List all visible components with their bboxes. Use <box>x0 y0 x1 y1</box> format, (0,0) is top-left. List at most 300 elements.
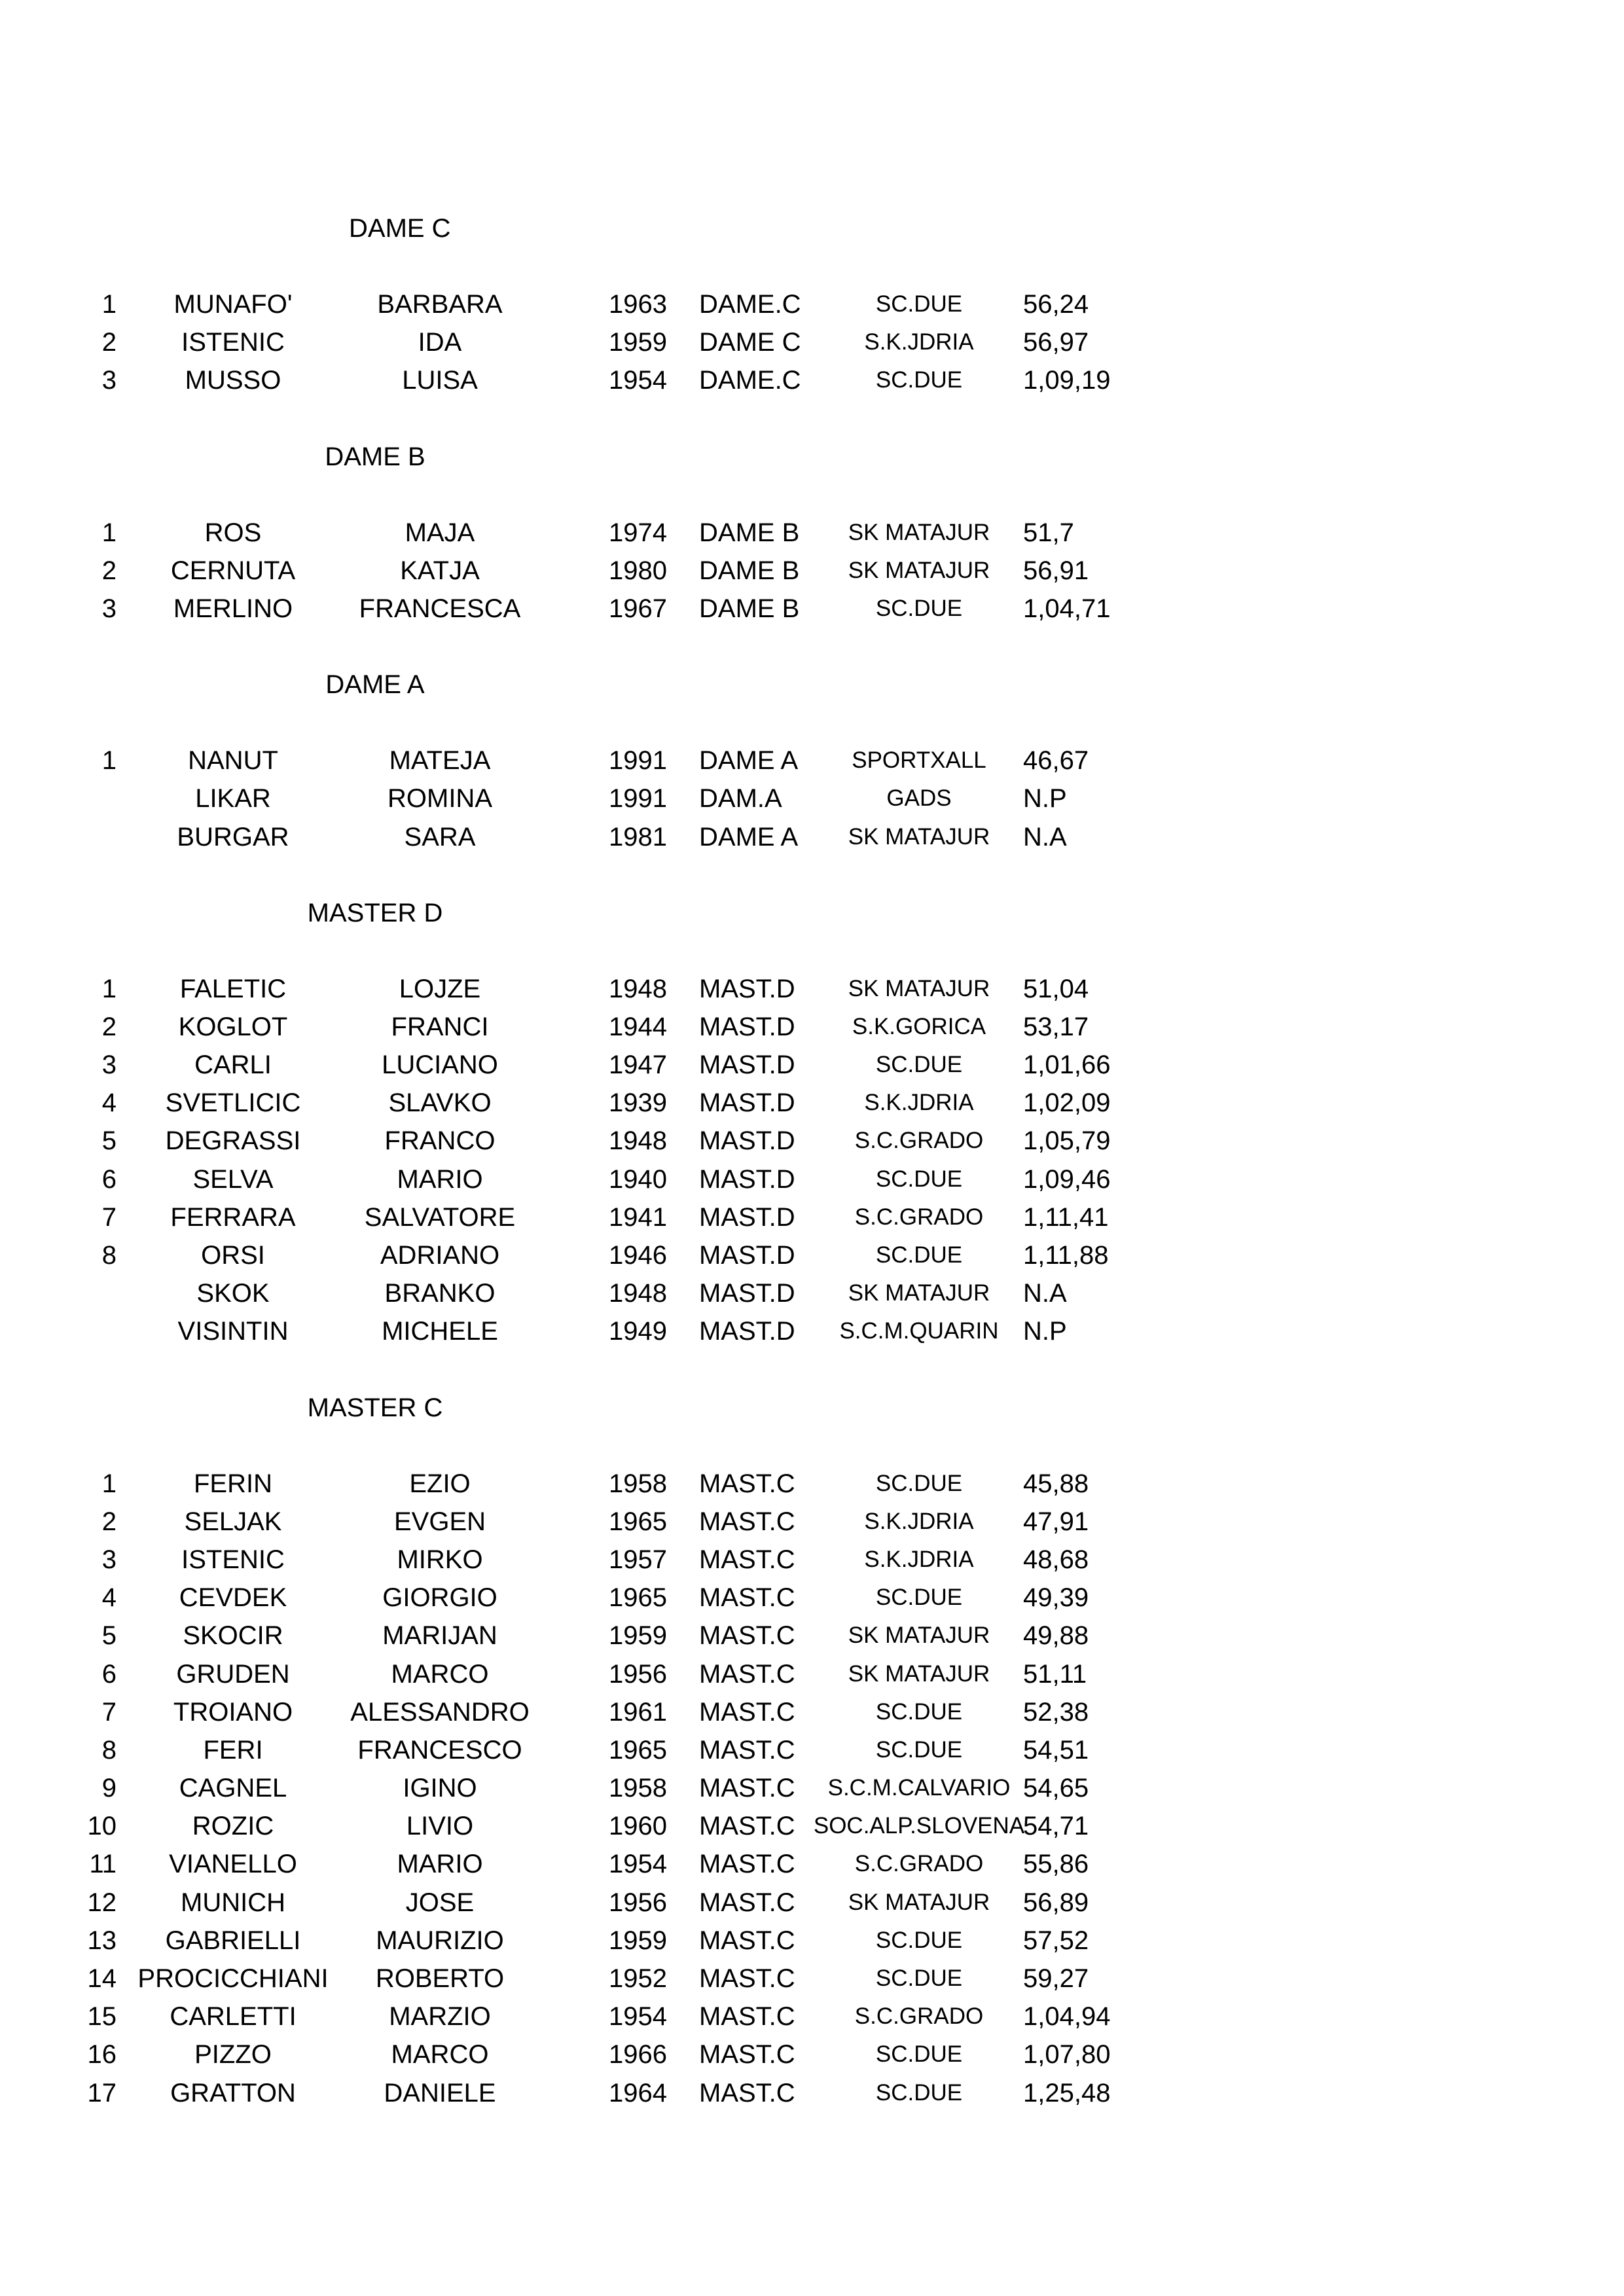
first-name-cell: MAJA <box>405 518 475 547</box>
section-spacer <box>0 476 1624 514</box>
club-cell: SC.DUE <box>875 291 963 317</box>
club-cell: S.C.GRADO <box>854 1851 984 1877</box>
time-cell: N.P <box>1023 1317 1067 1346</box>
surname-cell: FERRARA <box>170 1202 296 1232</box>
time-cell: 51,04 <box>1023 974 1089 1003</box>
time-cell: 54,51 <box>1023 1735 1089 1765</box>
club-cell: S.C.M.QUARIN <box>839 1318 999 1344</box>
first-name-cell: EVGEN <box>393 1507 486 1536</box>
category-cell: MAST.D <box>699 1012 795 1041</box>
first-name-cell: MARCO <box>391 1659 489 1689</box>
surname-cell: MUSSO <box>185 366 281 395</box>
position-cell: 5 <box>101 1126 117 1156</box>
birth-year-cell: 1952 <box>609 1964 667 1993</box>
club-cell: SK MATAJUR <box>848 823 990 850</box>
birth-year-cell: 1954 <box>609 366 667 395</box>
first-name-cell: SLAVKO <box>388 1088 492 1118</box>
category-cell: MAST.C <box>699 1812 795 1841</box>
first-name-cell: FRANCESCA <box>359 594 521 623</box>
surname-cell: MUNAFO' <box>173 290 293 319</box>
surname-cell: SKOCIR <box>183 1621 283 1651</box>
category-cell: MAST.D <box>699 1317 795 1346</box>
position-cell: 11 <box>89 1850 117 1879</box>
table-row <box>0 1922 1624 1960</box>
category-section <box>0 1389 1624 2112</box>
time-cell: 57,52 <box>1023 1926 1089 1955</box>
time-cell: 1,07,80 <box>1023 2040 1111 2070</box>
category-section <box>0 666 1624 894</box>
surname-cell: NANUT <box>188 746 278 776</box>
birth-year-cell: 1956 <box>609 1888 667 1917</box>
table-row <box>0 1274 1624 1312</box>
surname-cell: FERI <box>203 1735 263 1765</box>
time-cell: 1,25,48 <box>1023 2078 1111 2108</box>
section-spacer <box>0 1427 1624 1465</box>
surname-cell: SKOK <box>196 1279 270 1308</box>
section-spacer <box>0 247 1624 285</box>
surname-cell: VISINTIN <box>177 1317 289 1346</box>
birth-year-cell: 1954 <box>609 1850 667 1879</box>
birth-year-cell: 1956 <box>609 1659 667 1689</box>
club-cell: SC.DUE <box>875 1052 963 1078</box>
club-cell: SC.DUE <box>875 367 963 393</box>
category-cell: DAME C <box>699 328 801 357</box>
time-cell: 55,86 <box>1023 1850 1089 1879</box>
position-cell: 16 <box>87 2040 117 2070</box>
club-cell: SK MATAJUR <box>848 557 990 583</box>
table-row <box>0 780 1624 817</box>
time-cell: 1,04,71 <box>1023 594 1111 623</box>
first-name-cell: DANIELE <box>384 2078 496 2108</box>
surname-cell: ROZIC <box>192 1812 274 1841</box>
position-cell: 14 <box>87 1964 117 1993</box>
birth-year-cell: 1974 <box>609 518 667 547</box>
club-cell: SK MATAJUR <box>848 1660 990 1687</box>
surname-cell: KOGLOT <box>178 1012 288 1041</box>
position-cell: 1 <box>101 518 117 547</box>
birth-year-cell: 1981 <box>609 822 667 852</box>
time-cell: 54,65 <box>1023 1774 1089 1803</box>
club-cell: S.K.GORICA <box>852 1013 986 1039</box>
surname-cell: CERNUTA <box>170 556 296 585</box>
surname-cell: SELJAK <box>184 1507 282 1536</box>
table-row <box>0 1160 1624 1198</box>
time-cell: 1,05,79 <box>1023 1126 1111 1156</box>
time-cell: 53,17 <box>1023 1012 1089 1041</box>
table-row <box>0 1655 1624 1693</box>
surname-cell: GRATTON <box>170 2078 296 2108</box>
time-cell: 54,71 <box>1023 1812 1089 1841</box>
section-gap <box>0 628 1624 666</box>
birth-year-cell: 1949 <box>609 1317 667 1346</box>
table-row <box>0 323 1624 361</box>
section-gap <box>0 856 1624 894</box>
birth-year-cell: 1960 <box>609 1812 667 1841</box>
position-cell: 1 <box>101 974 117 1003</box>
surname-cell: FERIN <box>194 1469 272 1498</box>
birth-year-cell: 1948 <box>609 1126 667 1156</box>
table-row <box>0 552 1624 590</box>
section-title-text: MASTER D <box>307 898 443 927</box>
club-cell: S.K.JDRIA <box>864 1090 974 1116</box>
position-cell: 8 <box>101 1241 117 1270</box>
table-row <box>0 1731 1624 1769</box>
category-cell: MAST.D <box>699 1164 795 1194</box>
time-cell: 45,88 <box>1023 1469 1089 1498</box>
table-row <box>0 1008 1624 1046</box>
club-cell: GADS <box>886 785 952 812</box>
category-cell: MAST.D <box>699 1126 795 1156</box>
first-name-cell: MARIJAN <box>382 1621 497 1651</box>
club-cell: S.C.GRADO <box>854 2003 984 2030</box>
surname-cell: SVETLICIC <box>165 1088 301 1118</box>
surname-cell: MERLINO <box>173 594 293 623</box>
section-title-text: DAME B <box>325 442 425 471</box>
club-cell: SK MATAJUR <box>848 519 990 545</box>
birth-year-cell: 1944 <box>609 1012 667 1041</box>
position-cell: 2 <box>101 328 117 357</box>
category-cell: MAST.D <box>699 1241 795 1270</box>
club-cell: S.C.GRADO <box>854 1204 984 1230</box>
category-cell: MAST.D <box>699 1202 795 1232</box>
section-title-text: DAME C <box>349 214 451 243</box>
category-cell: DAME A <box>699 822 799 852</box>
category-cell: MAST.C <box>699 2040 795 2070</box>
category-section <box>0 209 1624 438</box>
club-cell: SC.DUE <box>875 1242 963 1268</box>
position-cell: 5 <box>101 1621 117 1651</box>
position-cell: 10 <box>87 1812 117 1841</box>
club-cell: SC.DUE <box>875 1698 963 1725</box>
category-cell: MAST.C <box>699 1507 795 1536</box>
table-row <box>0 1845 1624 1883</box>
first-name-cell: ROBERTO <box>375 1964 505 1993</box>
category-cell: MAST.C <box>699 1469 795 1498</box>
position-cell: 1 <box>101 746 117 776</box>
position-cell: 6 <box>101 1164 117 1194</box>
surname-cell: ISTENIC <box>181 1545 285 1574</box>
first-name-cell: LIVIO <box>406 1812 474 1841</box>
birth-year-cell: 1946 <box>609 1241 667 1270</box>
club-cell: SC.DUE <box>875 1470 963 1496</box>
time-cell: N.P <box>1023 784 1067 814</box>
time-cell: 49,39 <box>1023 1583 1089 1613</box>
position-cell: 9 <box>101 1774 117 1803</box>
surname-cell: ORSI <box>201 1241 265 1270</box>
first-name-cell: MICHELE <box>382 1317 498 1346</box>
first-name-cell: FRANCI <box>391 1012 489 1041</box>
birth-year-cell: 1941 <box>609 1202 667 1232</box>
position-cell: 7 <box>101 1202 117 1232</box>
time-cell: 56,89 <box>1023 1888 1089 1917</box>
time-cell: 56,91 <box>1023 556 1089 585</box>
table-row <box>0 1807 1624 1845</box>
category-cell: DAME A <box>699 746 799 776</box>
club-cell: S.K.JDRIA <box>864 329 974 355</box>
time-cell: 1,09,46 <box>1023 1164 1111 1194</box>
category-cell: MAST.C <box>699 1888 795 1917</box>
birth-year-cell: 1980 <box>609 556 667 585</box>
birth-year-cell: 1959 <box>609 1621 667 1651</box>
time-cell: 59,27 <box>1023 1964 1089 1993</box>
surname-cell: DEGRASSI <box>165 1126 301 1156</box>
time-cell: 56,24 <box>1023 290 1089 319</box>
first-name-cell: MATEJA <box>389 746 491 776</box>
first-name-cell: LOJZE <box>399 974 481 1003</box>
surname-cell: MUNICH <box>181 1888 285 1917</box>
section-gap <box>0 400 1624 438</box>
birth-year-cell: 1947 <box>609 1050 667 1080</box>
birth-year-cell: 1958 <box>609 1469 667 1498</box>
birth-year-cell: 1991 <box>609 746 667 776</box>
results-sheet <box>0 209 1624 2112</box>
table-row <box>0 514 1624 552</box>
table-row <box>0 1084 1624 1122</box>
category-cell: MAST.C <box>699 2002 795 2032</box>
table-row <box>0 1617 1624 1655</box>
table-row <box>0 1541 1624 1579</box>
time-cell: 49,88 <box>1023 1621 1089 1651</box>
surname-cell: CEVDEK <box>179 1583 287 1613</box>
table-row <box>0 742 1624 780</box>
first-name-cell: ADRIANO <box>380 1241 500 1270</box>
club-cell: S.K.JDRIA <box>864 1508 974 1534</box>
first-name-cell: JOSE <box>405 1888 475 1917</box>
surname-cell: ROS <box>204 518 262 547</box>
first-name-cell: LUISA <box>402 366 478 395</box>
first-name-cell: LUCIANO <box>382 1050 498 1080</box>
surname-cell: CARLETTI <box>170 2002 297 2032</box>
birth-year-cell: 1959 <box>609 328 667 357</box>
first-name-cell: FRANCO <box>384 1126 496 1156</box>
time-cell: 1,02,09 <box>1023 1088 1111 1118</box>
position-cell: 12 <box>87 1888 117 1917</box>
table-row <box>0 361 1624 399</box>
surname-cell: SELVA <box>192 1164 274 1194</box>
table-row <box>0 285 1624 323</box>
first-name-cell: IGINO <box>403 1774 477 1803</box>
category-cell: DAM.A <box>699 784 782 814</box>
category-section <box>0 438 1624 666</box>
table-row <box>0 1998 1624 2036</box>
position-cell: 1 <box>101 290 117 319</box>
position-cell: 3 <box>101 594 117 623</box>
category-cell: MAST.C <box>699 1697 795 1727</box>
time-cell: 1,11,41 <box>1023 1202 1109 1232</box>
position-cell: 4 <box>101 1088 117 1118</box>
birth-year-cell: 1991 <box>609 784 667 814</box>
table-row <box>0 1198 1624 1236</box>
category-cell: DAME.C <box>699 366 801 395</box>
club-cell: SK MATAJUR <box>848 1889 990 1915</box>
birth-year-cell: 1964 <box>609 2078 667 2108</box>
category-cell: MAST.D <box>699 974 795 1003</box>
position-cell: 7 <box>101 1697 117 1727</box>
position-cell: 3 <box>101 1545 117 1574</box>
birth-year-cell: 1963 <box>609 290 667 319</box>
category-cell: DAME B <box>699 594 800 623</box>
table-row <box>0 1236 1624 1274</box>
category-section <box>0 894 1624 1389</box>
position-cell: 3 <box>101 1050 117 1080</box>
position-cell: 15 <box>87 2002 117 2032</box>
time-cell: 51,11 <box>1023 1659 1087 1689</box>
first-name-cell: ALESSANDRO <box>350 1697 530 1727</box>
surname-cell: BURGAR <box>177 822 289 852</box>
club-cell: S.K.JDRIA <box>864 1546 974 1572</box>
section-gap <box>0 1351 1624 1389</box>
category-cell: MAST.C <box>699 1964 795 1993</box>
time-cell: 1,04,94 <box>1023 2002 1111 2032</box>
birth-year-cell: 1948 <box>609 1279 667 1308</box>
category-cell: MAST.C <box>699 1659 795 1689</box>
club-cell: SC.DUE <box>875 595 963 621</box>
table-row <box>0 818 1624 856</box>
time-cell: 48,68 <box>1023 1545 1089 1574</box>
first-name-cell: GIORGIO <box>382 1583 497 1613</box>
table-row <box>0 2036 1624 2073</box>
club-cell: SC.DUE <box>875 1965 963 1991</box>
birth-year-cell: 1939 <box>609 1088 667 1118</box>
club-cell: SC.DUE <box>875 2041 963 2068</box>
time-cell: 46,67 <box>1023 746 1089 776</box>
position-cell: 3 <box>101 366 117 395</box>
category-cell: MAST.C <box>699 1545 795 1574</box>
section-title <box>0 209 1624 247</box>
first-name-cell: MARZIO <box>389 2002 491 2032</box>
table-row <box>0 2074 1624 2112</box>
birth-year-cell: 1957 <box>609 1545 667 1574</box>
section-spacer <box>0 932 1624 970</box>
table-row <box>0 1693 1624 1731</box>
category-cell: MAST.C <box>699 1774 795 1803</box>
first-name-cell: KATJA <box>400 556 480 585</box>
birth-year-cell: 1959 <box>609 1926 667 1955</box>
table-row <box>0 1769 1624 1807</box>
position-cell: 8 <box>101 1735 117 1765</box>
club-cell: SC.DUE <box>875 1736 963 1763</box>
surname-cell: CARLI <box>194 1050 272 1080</box>
birth-year-cell: 1965 <box>609 1583 667 1613</box>
category-cell: MAST.D <box>699 1050 795 1080</box>
birth-year-cell: 1954 <box>609 2002 667 2032</box>
time-cell: 1,01,66 <box>1023 1050 1111 1080</box>
time-cell: 1,11,88 <box>1023 1241 1109 1270</box>
first-name-cell: IDA <box>418 328 462 357</box>
category-cell: DAME B <box>699 556 800 585</box>
category-cell: MAST.D <box>699 1279 795 1308</box>
club-cell: S.C.GRADO <box>854 1128 984 1154</box>
section-title-text: MASTER C <box>307 1393 443 1422</box>
category-cell: MAST.C <box>699 1621 795 1651</box>
birth-year-cell: 1958 <box>609 1774 667 1803</box>
club-cell: S.C.M.CALVARIO <box>827 1775 1011 1801</box>
first-name-cell: MARIO <box>397 1164 483 1194</box>
first-name-cell: BRANKO <box>384 1279 496 1308</box>
surname-cell: ISTENIC <box>181 328 285 357</box>
first-name-cell: MARIO <box>397 1850 483 1879</box>
position-cell: 6 <box>101 1659 117 1689</box>
position-cell: 2 <box>101 1012 117 1041</box>
table-row <box>0 1046 1624 1084</box>
club-cell: SOC.ALP.SLOVENA <box>813 1813 1025 1839</box>
position-cell: 17 <box>87 2078 117 2108</box>
surname-cell: LIKAR <box>195 784 271 814</box>
surname-cell: TROIANO <box>173 1697 293 1727</box>
time-cell: 51,7 <box>1023 518 1074 547</box>
table-row <box>0 970 1624 1008</box>
first-name-cell: MAURIZIO <box>376 1926 504 1955</box>
surname-cell: GABRIELLI <box>165 1926 301 1955</box>
club-cell: SC.DUE <box>875 2079 963 2106</box>
club-cell: SK MATAJUR <box>848 1623 990 1649</box>
club-cell: SC.DUE <box>875 1585 963 1611</box>
first-name-cell: SARA <box>404 822 476 852</box>
time-cell: 47,91 <box>1023 1507 1089 1536</box>
category-cell: MAST.C <box>699 1850 795 1879</box>
club-cell: SC.DUE <box>875 1927 963 1953</box>
time-cell: N.A <box>1023 1279 1067 1308</box>
club-cell: SK MATAJUR <box>848 975 990 1001</box>
table-row <box>0 1122 1624 1160</box>
category-cell: MAST.D <box>699 1088 795 1118</box>
surname-cell: GRUDEN <box>176 1659 290 1689</box>
birth-year-cell: 1966 <box>609 2040 667 2070</box>
category-cell: MAST.C <box>699 1735 795 1765</box>
time-cell: 1,09,19 <box>1023 366 1111 395</box>
table-row <box>0 1465 1624 1503</box>
first-name-cell: FRANCESCO <box>357 1735 522 1765</box>
category-cell: MAST.C <box>699 1583 795 1613</box>
surname-cell: PIZZO <box>194 2040 272 2070</box>
surname-cell: CAGNEL <box>179 1774 287 1803</box>
club-cell: SC.DUE <box>875 1166 963 1192</box>
section-title-text: DAME A <box>325 670 425 700</box>
section-title <box>0 1389 1624 1427</box>
time-cell: 56,97 <box>1023 328 1089 357</box>
first-name-cell: MIRKO <box>397 1545 483 1574</box>
category-cell: MAST.C <box>699 1926 795 1955</box>
category-cell: DAME B <box>699 518 800 547</box>
time-cell: 52,38 <box>1023 1697 1089 1727</box>
category-cell: MAST.C <box>699 2078 795 2108</box>
position-cell: 2 <box>101 556 117 585</box>
surname-cell: PROCICCHIANI <box>137 1964 329 1993</box>
birth-year-cell: 1948 <box>609 974 667 1003</box>
table-row <box>0 1960 1624 1998</box>
section-title <box>0 438 1624 476</box>
position-cell: 4 <box>101 1583 117 1613</box>
surname-cell: FALETIC <box>179 974 287 1003</box>
section-title <box>0 666 1624 704</box>
first-name-cell: BARBARA <box>377 290 503 319</box>
position-cell: 2 <box>101 1507 117 1536</box>
birth-year-cell: 1965 <box>609 1735 667 1765</box>
club-cell: SK MATAJUR <box>848 1280 990 1306</box>
birth-year-cell: 1961 <box>609 1697 667 1727</box>
first-name-cell: MARCO <box>391 2040 489 2070</box>
birth-year-cell: 1967 <box>609 594 667 623</box>
birth-year-cell: 1965 <box>609 1507 667 1536</box>
birth-year-cell: 1940 <box>609 1164 667 1194</box>
category-cell: DAME.C <box>699 290 801 319</box>
first-name-cell: ROMINA <box>388 784 492 814</box>
first-name-cell: SALVATORE <box>364 1202 516 1232</box>
table-row <box>0 1884 1624 1922</box>
table-row <box>0 1312 1624 1350</box>
first-name-cell: EZIO <box>409 1469 471 1498</box>
section-spacer <box>0 704 1624 742</box>
